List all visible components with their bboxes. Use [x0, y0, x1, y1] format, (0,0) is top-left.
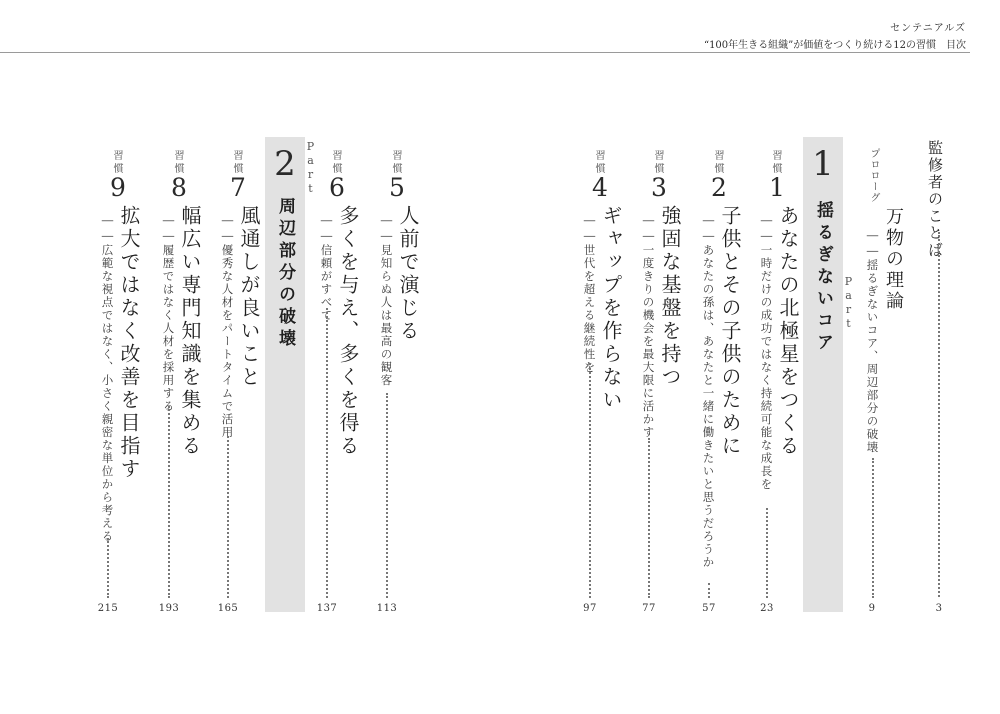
toc-entry-habit-9[interactable]	[93, 0, 143, 714]
part-label: Part	[842, 275, 855, 331]
entry-title: 万物の理論	[883, 207, 904, 312]
entry-subtitle: ――揺るぎないコア、周辺部分の破壊	[865, 228, 880, 454]
toc-entry-habit-2[interactable]	[694, 0, 744, 714]
page-number: 137	[316, 603, 338, 614]
entry-label: 習慣	[652, 150, 663, 176]
entry-number: 2	[711, 173, 727, 202]
page-number: 77	[642, 603, 656, 614]
leader-dots	[386, 393, 388, 598]
entry-title: 監修者のことば	[926, 140, 944, 259]
entry-number: 3	[651, 173, 667, 202]
entry-label: 習慣	[111, 150, 122, 176]
entry-label: プロローグ	[868, 148, 879, 203]
part-number: 1	[812, 144, 834, 184]
entry-title: 風通しが良いこと	[237, 205, 261, 389]
part-1-banner[interactable]	[803, 137, 855, 612]
part-label: Part	[304, 140, 317, 196]
toc-entry-habit-7[interactable]	[213, 0, 263, 714]
entry-title: あなたの北極星をつくる	[776, 205, 800, 458]
leader-dots	[708, 583, 710, 598]
entry-title: 強固な基盤を持つ	[658, 205, 682, 389]
entry-label: 習慣	[712, 150, 723, 176]
entry-number: 1	[769, 173, 785, 202]
entry-label: 習慣	[593, 150, 604, 176]
page-number: 23	[760, 603, 774, 614]
entry-number: 8	[171, 173, 187, 202]
toc-entry-habit-4[interactable]	[575, 0, 625, 714]
page-number: 193	[158, 603, 180, 614]
entry-number: 4	[592, 173, 608, 202]
part-number: 2	[274, 144, 296, 184]
part-title: 揺るぎないコア	[813, 201, 833, 355]
toc-entry-habit-8[interactable]	[154, 0, 204, 714]
toc-entry-habit-5[interactable]	[372, 0, 422, 714]
page-number: 215	[97, 603, 119, 614]
entry-title: 子供とその子供のために	[718, 205, 742, 458]
leader-dots	[589, 363, 591, 598]
toc-entry-prologue[interactable]	[852, 0, 912, 714]
entry-subtitle: ――履歴ではなく人材を採用する	[161, 213, 176, 413]
entry-subtitle: ――世代を超える継続性を	[582, 213, 597, 374]
entry-subtitle: ――広範な視点ではなく、小さく親密な単位から考える	[100, 213, 115, 543]
leader-dots	[766, 508, 768, 598]
entry-subtitle: ――信頼がすべて	[319, 213, 334, 322]
page-number: 57	[702, 603, 716, 614]
leader-dots	[938, 232, 940, 597]
entry-subtitle: ――見知らぬ人は最高の観客	[379, 213, 394, 387]
page-number: 165	[217, 603, 239, 614]
entry-label: 習慣	[390, 150, 401, 176]
leader-dots	[872, 458, 874, 598]
entry-title: 多くを与え、多くを得る	[336, 205, 360, 458]
part-2-banner[interactable]	[265, 137, 317, 612]
page-number: 9	[868, 603, 876, 614]
page-number: 97	[583, 603, 597, 614]
toc-entry-habit-1[interactable]	[752, 0, 802, 714]
entry-title: 人前で演じる	[396, 205, 420, 343]
entry-label: 習慣	[172, 150, 183, 176]
leader-dots	[227, 436, 229, 598]
leader-dots	[326, 308, 328, 598]
entry-number: 7	[230, 173, 246, 202]
toc-entry-habit-6[interactable]	[312, 0, 362, 714]
entry-subtitle: ――あなたの孫は、あなたと一緒に働きたいと思うだろうか	[701, 213, 716, 569]
page-number: 113	[376, 603, 398, 614]
leader-dots	[648, 438, 650, 598]
entry-label: 習慣	[770, 150, 781, 176]
toc-entry-intro[interactable]	[925, 0, 953, 714]
part-title: 周辺部分の破壊	[275, 197, 295, 351]
leader-dots	[107, 538, 109, 598]
toc-entry-habit-3[interactable]	[634, 0, 684, 714]
entry-title: ギャップを作らない	[599, 205, 623, 412]
entry-number: 9	[110, 173, 126, 202]
book-subtitle: “100年生きる組織”が価値をつくり続ける12の習慣 目次	[703, 40, 966, 51]
entry-subtitle: ――一度きりの機会を最大限に活かす	[641, 213, 656, 439]
entry-title: 幅広い専門知識を集める	[178, 205, 202, 458]
page-number: 3	[935, 603, 943, 614]
entry-subtitle: ――一時だけの成功ではなく持続可能な成長を	[759, 213, 774, 491]
entry-title: 拡大ではなく改善を目指す	[117, 205, 141, 481]
header-divider	[0, 52, 970, 53]
entry-subtitle: ――優秀な人材をパートタイムで活用	[220, 213, 235, 439]
entry-number: 6	[329, 173, 345, 202]
book-title: センテニアルズ	[890, 23, 966, 34]
entry-number: 5	[389, 173, 405, 202]
entry-label: 習慣	[231, 150, 242, 176]
leader-dots	[168, 406, 170, 598]
entry-label: 習慣	[330, 150, 341, 176]
